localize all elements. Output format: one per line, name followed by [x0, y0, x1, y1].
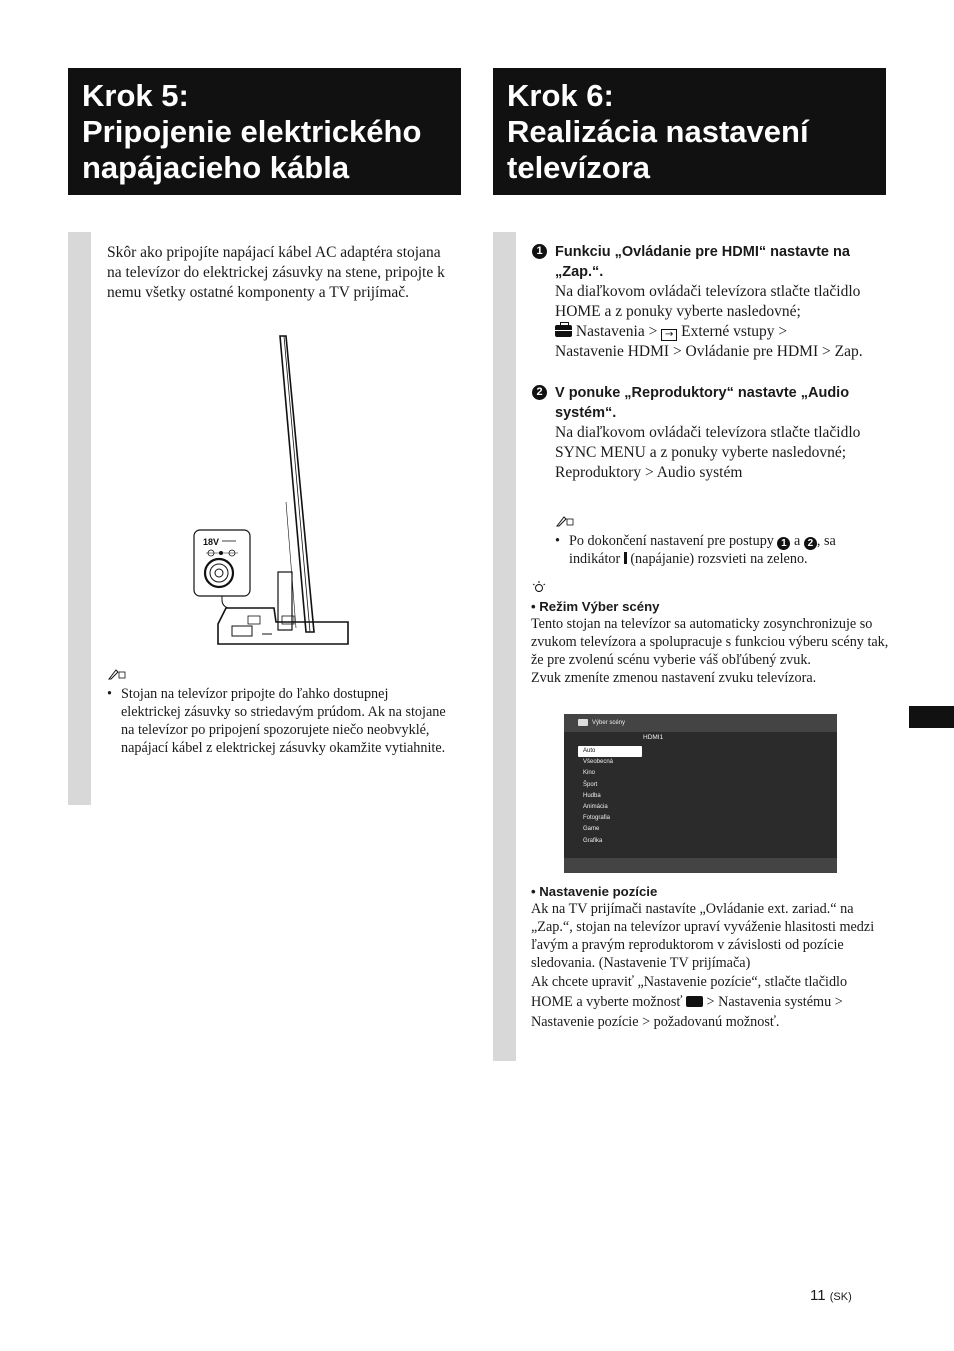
- scene-list-item[interactable]: Grafika: [583, 837, 603, 844]
- step6-title-line1: Krok 6:: [507, 78, 614, 113]
- tip1-heading: Režim Výber scény: [539, 599, 660, 614]
- scene-list-item[interactable]: Kino: [583, 770, 596, 777]
- step6-note: Po dokončení nastavení pre postupy 1 a 2 , sa indikátor (napájanie) rozsvieti na zeleno.: [569, 533, 836, 567]
- tip-scene-select: • Režim Výber scény Tento stojan na televízor sa automaticky zosynchronizuje so zvukom televízora a spolupracuje s funkciou výberu scény tak, že pre zvolenú scénu vyberie váš obľúbený zvuk. Zvuk zmeníte zmenou nastavení zvuku televízora.: [531, 599, 889, 686]
- scene-list-item[interactable]: Šport: [583, 781, 598, 788]
- step5-title-line3: napájacieho kábla: [82, 150, 350, 185]
- tip2-text1: Ak na TV prijímači nastavíte „Ovládanie ext. zariad.“ na „Zap.“, stojan na televízor upraví vyváženie hlasitosti medzi ľavým a pravým reproduktorom v závislosti od pozície sledovania. (Nastavenie TV prijímača): [531, 901, 875, 971]
- power-indicator-icon: [624, 552, 627, 564]
- step6-title-line3: televízora: [507, 150, 651, 185]
- toolbox-icon: [578, 719, 588, 726]
- screen-title: Výber scény: [592, 720, 626, 726]
- item2-path: Reproduktory > Audio systém: [555, 464, 743, 481]
- step6-header: [493, 68, 886, 195]
- step5-title-line1: Krok 5:: [82, 78, 189, 113]
- page-number: 11 (SK): [810, 1287, 852, 1304]
- toolbox-icon: [555, 325, 572, 337]
- step5-intro: Skôr ako pripojíte napájací kábel AC adaptéra stojana na televízor do elektrickej zásuvky na stene, pripojte k nemu všetky ostatné komponenty a TV prijímač.: [107, 244, 445, 301]
- scene-list-item[interactable]: Auto: [578, 746, 642, 757]
- tip-position: • Nastavenie pozície Ak na TV prijímači nastavíte „Ovládanie ext. zariad.“ na „Zap.“, stojan na televízor upraví vyváženie hlasitosti medzi ľavým a pravým reproduktorom v závislosti od pozície sledovania. (Nastavenie TV prijímača) Ak chcete upraviť „Nastavenie pozície“, stlačte tlačidlo HOME a vyberte možnosť > Nastavenia systému > Nastavenie pozície > požadovanú možnosť.: [531, 883, 889, 1032]
- scene-list: [578, 746, 644, 847]
- step5-title-line2: Pripojenie elektrického: [82, 114, 422, 149]
- voltage-label: 18V: [203, 537, 220, 547]
- scene-list-item[interactable]: Všeobecná: [583, 759, 614, 766]
- item1-path-external: Externé vstupy >: [681, 323, 788, 340]
- tip2-text2a: Ak chcete upraviť „Nastavenie pozície“, stlačte tlačidlo HOME a vyberte možnosť: [531, 974, 848, 1010]
- step5-note: Stojan na televízor pripojte do ľahko dostupnej elektrickej zásuvky so striedavým prúdom. Ak na stojane na televízor po pripojení spozorujete niečo neobvyklé, napájací kábel z elektrickej zásuvky okamžite vytiahnite.: [121, 686, 446, 756]
- tip2-text2b: > Nastavenia systému > Nastavenie pozície > požadovanú možnosť.: [531, 994, 843, 1030]
- step6-title-line2: Realizácia nastavení: [507, 114, 809, 149]
- item2-heading: V ponuke „Reproduktory“ nastavte „Audio systém“.: [555, 385, 850, 421]
- step5-header: [68, 68, 461, 195]
- step5-side-bar: [68, 232, 91, 805]
- tv-stand-diagram: [186, 332, 356, 650]
- tip1-text2: Zvuk zmeníte zmenou nastavení zvuku televízora.: [531, 670, 817, 686]
- item1-path-settings: Nastavenia >: [575, 323, 658, 340]
- toolbox-icon: [686, 996, 703, 1007]
- input-icon: →: [661, 329, 677, 341]
- screen-input: HDMI1: [643, 734, 664, 741]
- item1-text: Na diaľkovom ovládači televízora stlačte tlačidlo HOME a z ponuky vyberte nasledovné;: [555, 283, 861, 320]
- tip1-text1: Tento stojan na televízor sa automaticky zosynchronizuje so zvukom televízora a spolupracuje s funkciou výberu scény tak, že pre zvolenú scénu vyberie váš obľúbený zvuk.: [531, 616, 889, 668]
- item2-text: Na diaľkovom ovládači televízora stlačte tlačidlo SYNC MENU a z ponuky vyberte nasledovné;: [555, 424, 861, 461]
- item1-path-rest: Nastavenie HDMI > Ovládanie pre HDMI > Zap.: [555, 343, 863, 360]
- tip-lightbulb-icon: [531, 580, 547, 596]
- step6-item2: [532, 383, 888, 483]
- step6-item1: [532, 242, 888, 362]
- scene-select-screen: [564, 714, 837, 873]
- side-tab-marker: [909, 706, 954, 728]
- scene-list-item[interactable]: Animácia: [583, 803, 608, 810]
- scene-list-item[interactable]: Game: [583, 826, 600, 833]
- step-number-1: 1: [532, 244, 547, 259]
- scene-list-item[interactable]: Hudba: [583, 792, 601, 799]
- note-icon: [555, 515, 575, 527]
- tip2-heading: Nastavenie pozície: [539, 884, 658, 899]
- step-number-2: 2: [532, 385, 547, 400]
- item1-heading: Funkciu „Ovládanie pre HDMI“ nastavte na „Zap.“.: [555, 244, 850, 280]
- scene-list-item[interactable]: Fotografia: [583, 815, 611, 822]
- step6-side-bar: [493, 232, 516, 1061]
- note-icon: [107, 668, 127, 680]
